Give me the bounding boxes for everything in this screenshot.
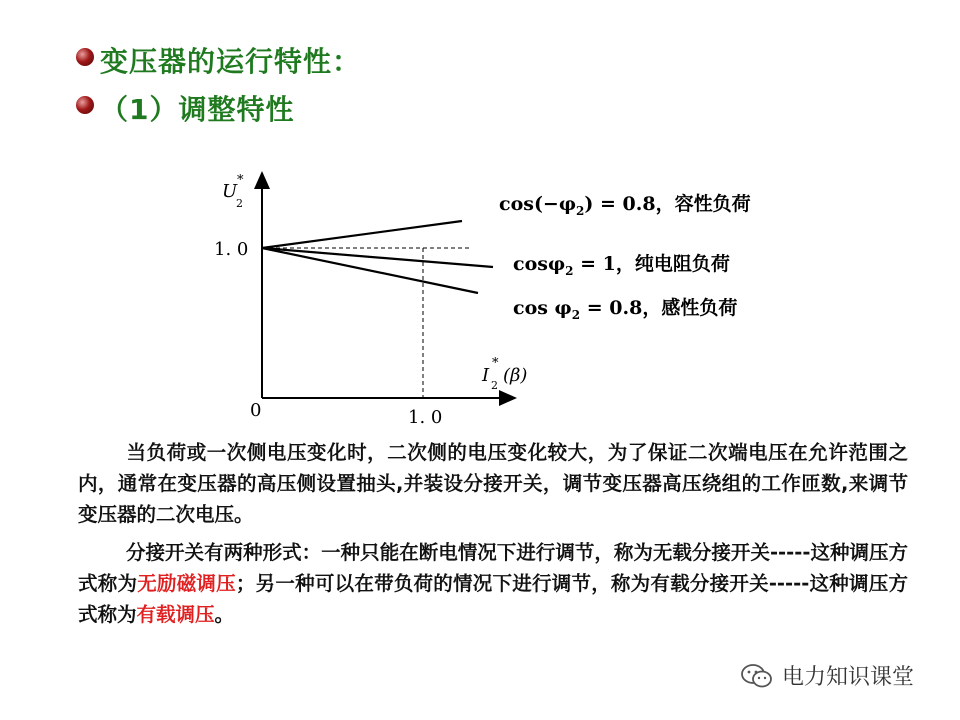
- paragraph-2-part2: ；另一种可以在带负荷的情况下进行调节，称为有载分接开关-----这种调压方式称为: [78, 572, 908, 626]
- watermark-text: 电力知识课堂: [782, 665, 915, 690]
- paragraph-1-text: 当负荷或一次侧电压变化时，二次侧的电压变化较大，为了保证二次端电压在允许范围之内，通常在变压器的高压侧设置抽头,并装设分接开关，调节变压器高压绕组的工作匝数,来调节变压器的二次电压。: [78, 441, 908, 526]
- series-resistive-line: [262, 248, 493, 267]
- heading-2-text: （1）调整特性: [100, 93, 295, 126]
- term-no-excitation-regulation: 无励磁调压: [137, 572, 236, 595]
- wechat-icon: [740, 662, 774, 690]
- series-inductive-line: [262, 248, 478, 293]
- paragraph-1: [78, 437, 908, 530]
- term-on-load-regulation: 有载调压: [136, 603, 215, 626]
- series-capacitive-line: [262, 221, 462, 248]
- watermark: [740, 660, 914, 691]
- series-capacitive-label: $\cos(-\varphi_2) = 0.8$，容性负荷: [499, 193, 751, 218]
- y-axis-label: U: [222, 181, 238, 202]
- paragraph-2-part1: 分接开关有两种形式：一种只能在断电情况下进行调节，称为无载分接开关-----这种调压方式称为: [78, 541, 908, 595]
- x-axis-paren: (β): [503, 365, 528, 386]
- x-axis-sup: *: [492, 356, 499, 371]
- x-axis-label: I: [482, 365, 490, 386]
- x-axis-sub: 2: [491, 379, 498, 392]
- paragraph-2: [78, 537, 908, 630]
- origin-label: 0: [250, 400, 262, 421]
- y-axis-sup: *: [237, 173, 244, 188]
- heading-1-text: 变压器的运行特性：: [100, 45, 362, 78]
- series-resistive-label: cosφ$_2$ = 1，纯电阻负荷: [513, 253, 730, 278]
- paragraph-2-part3: 。: [214, 603, 235, 626]
- y-tick-label: 1. 0: [214, 239, 249, 260]
- y-axis-sub: 2: [236, 197, 243, 210]
- x-tick-label: 1. 0: [408, 407, 443, 428]
- series-inductive-label: $\cos \varphi_2 = 0.8$，感性负荷: [513, 297, 738, 322]
